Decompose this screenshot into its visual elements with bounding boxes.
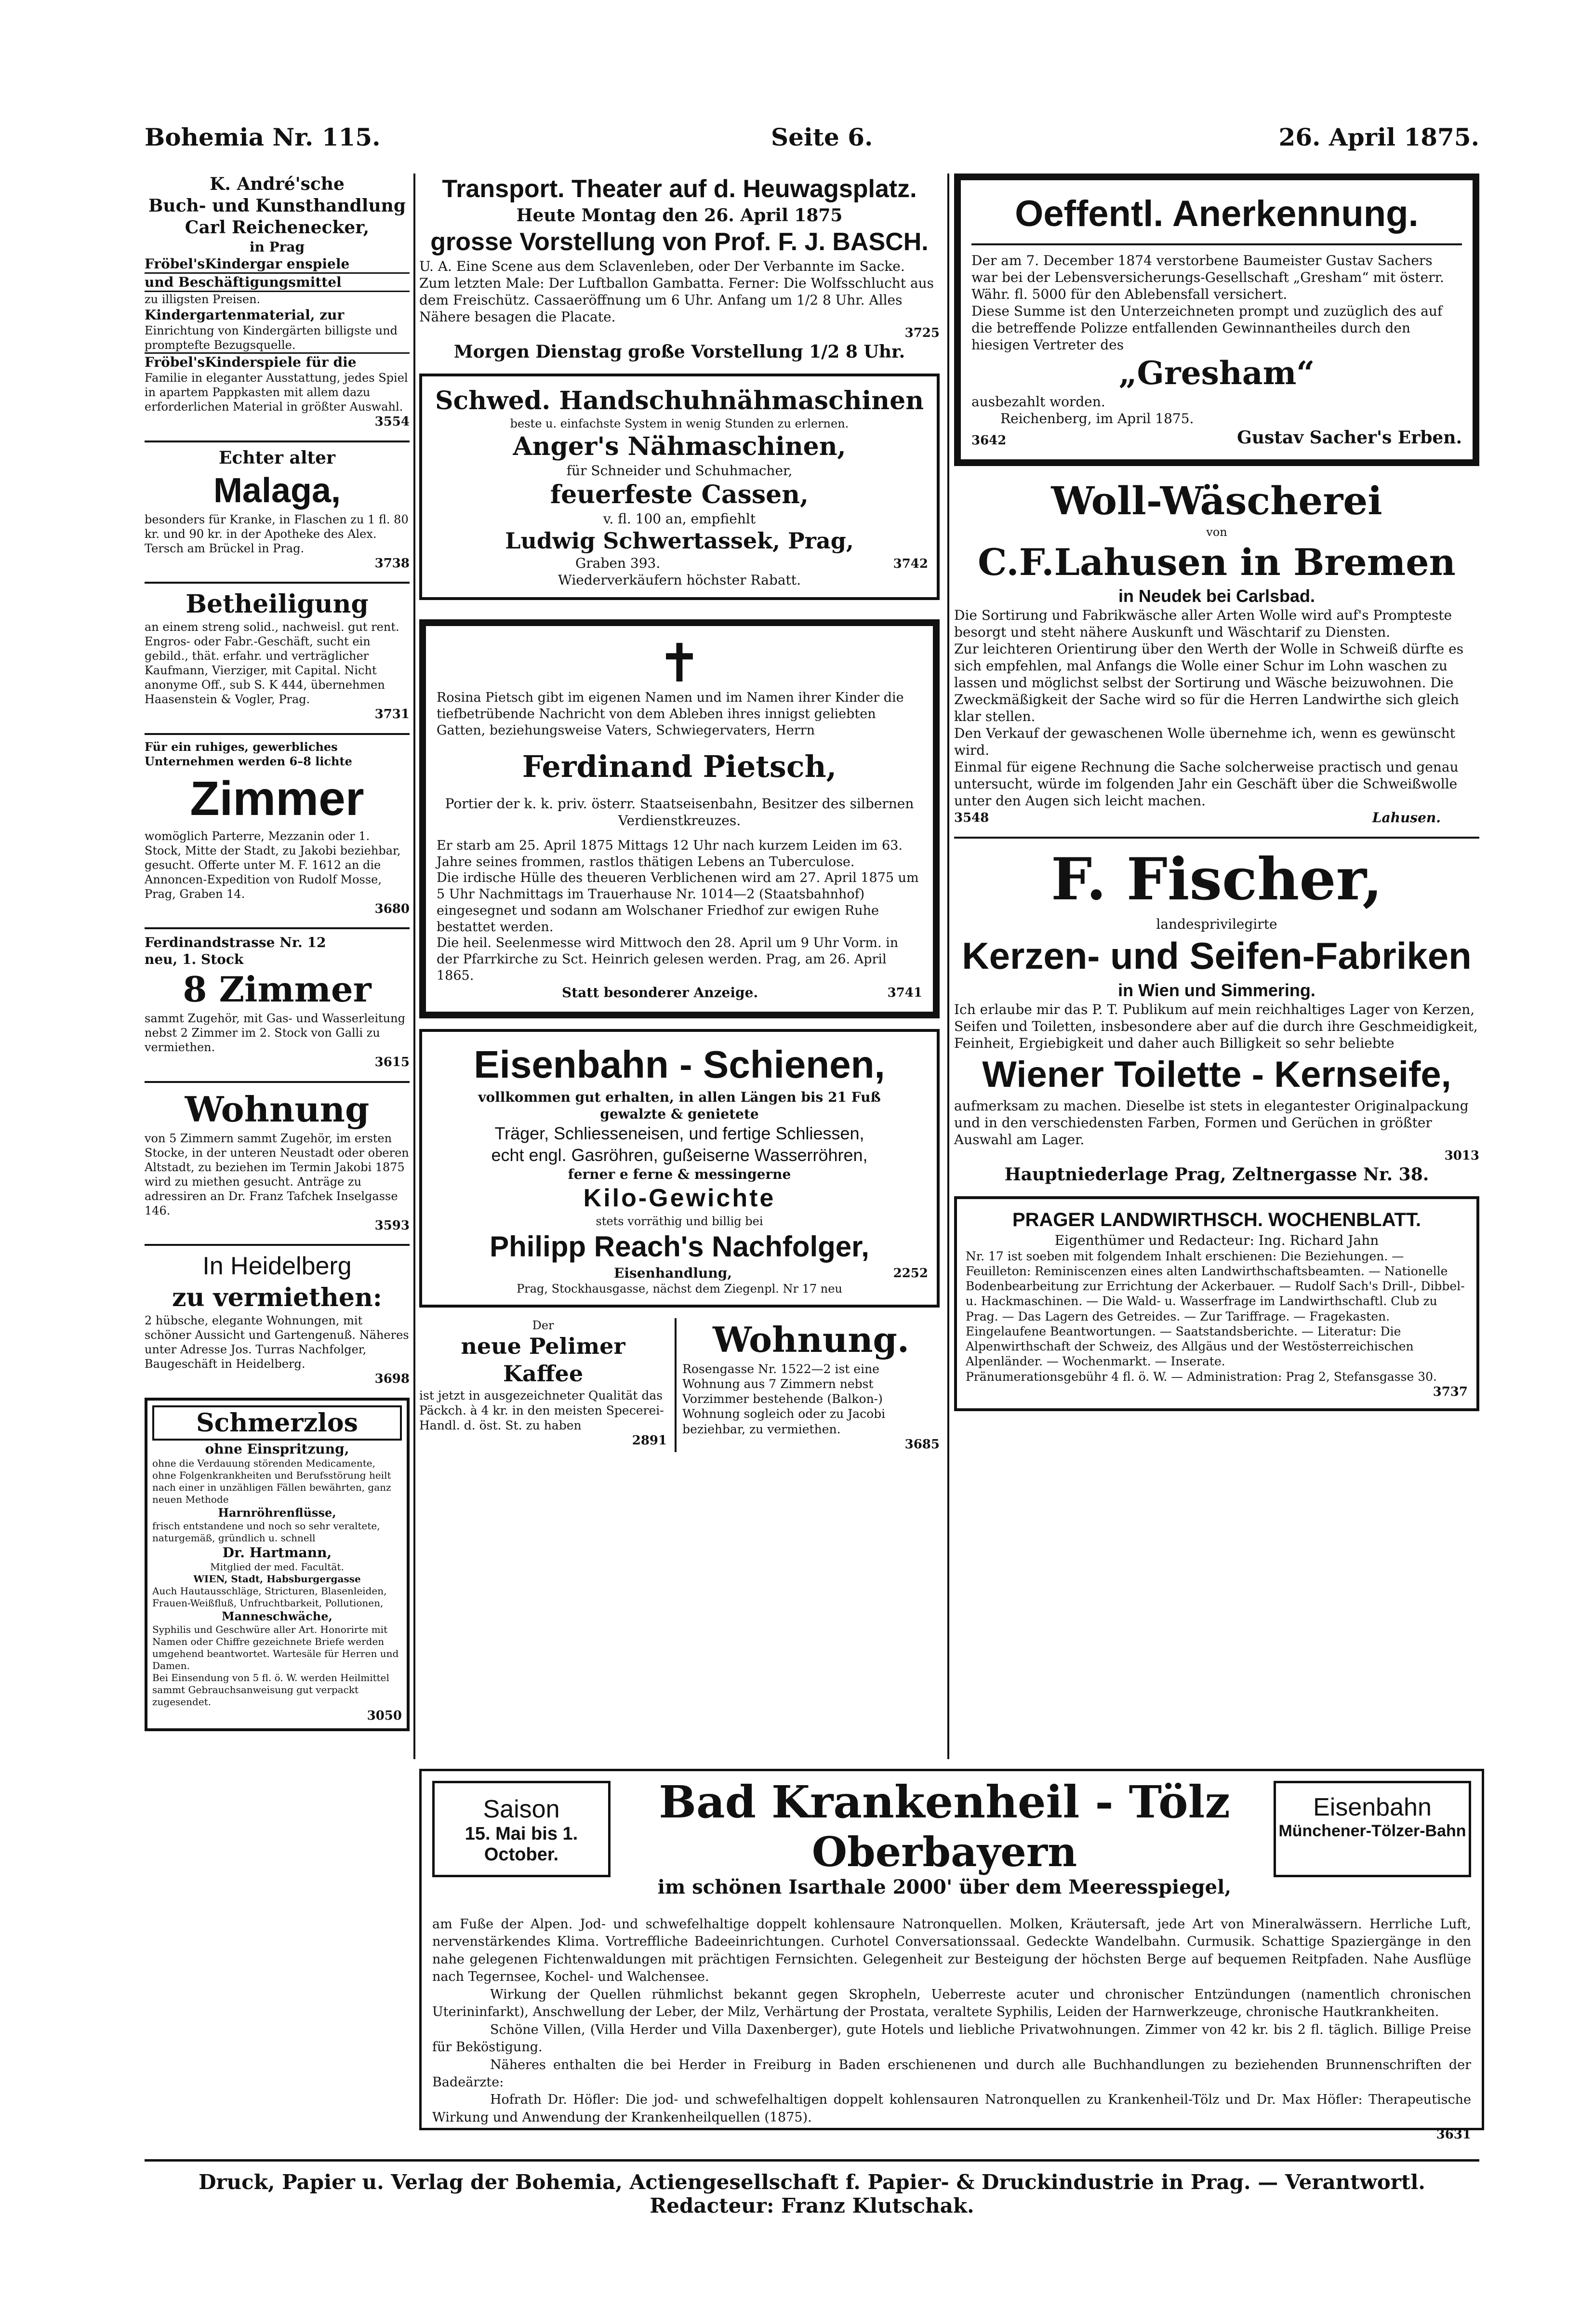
ad-kaffee-number: 2891 (632, 1433, 667, 1448)
ad-reach-shop: Eisenhandlung, (614, 1265, 732, 1281)
ad-fischer-text2: aufmerksam zu machen. Dieselbe ist stets in elegantester Originalpackung und in den verschiedensten Farben, Formen und Gerüchen in größter Auswahl am Lager. (954, 1098, 1469, 1148)
ad-schmerz-text6: Syphilis und Geschwüre aller Art. Honorirte mit Namen oder Chiffre gezeichnete Briefe werden umgehend beantwortet. Wartesäle für Herren und Damen. (152, 1623, 399, 1671)
header-date: 26. April 1875. (1278, 123, 1479, 151)
ad-anger-address: Graben 393. (575, 555, 661, 571)
ad-schmerz-faculty: Mitglied der med. Facultät. (210, 1561, 344, 1573)
ad-reach-address: Prag, Stockhausgasse, nächst dem Ziegenpl. Nr 17 neu (517, 1282, 842, 1296)
ad-andre-line11: Familie in eleganter Ausstattung, jedes Spiel in apartem Pappkasten mit allem dazu erforderlichen Material in größter Auswahl. (145, 371, 408, 414)
ad-schmerz-text5: Manneschwäche, (222, 1609, 332, 1623)
death-text2: Die irdische Hülle des theueren Verblichenen wird am 27. April 1875 um 5 Uhr Nachmittags im Trauerhause Nr. 1014—2 (Staatsbahnhof) eingesegnet und sodann am Wolschaner Friedhof zur ewigen Ruhe bestattet werden. (437, 870, 919, 935)
ad-schmerz-text7: Bei Einsendung von 5 fl. ö. W. werden Heilmittel sammt Gebrauchsanweisung gut verpackt zugesendet. (152, 1671, 389, 1708)
ad-ferd-line1: Ferdinandstrasse Nr. 12 (145, 935, 326, 950)
ad-wohnung-number: 3593 (374, 1218, 410, 1233)
ad-fischer-title: F. Fischer, (1051, 845, 1382, 913)
ad-wohn2-title: Wohnung. (713, 1319, 909, 1360)
ad-wochenblatt (954, 1196, 1479, 1412)
ad-anger-title: Schwed. Handschuhnähmaschinen (435, 386, 924, 415)
divider (145, 441, 410, 442)
ad-andre-subtitle: Buch- und Kunsthandlung (148, 196, 406, 216)
ad-kaffee-title: neue Pelimer Kaffee (461, 1333, 625, 1387)
ad-fischer-text1: Ich erlaube mir das P. T. Publikum auf mein reichhaltiges Lager von Kerzen, Seifen und Toiletten, insbesondere aber auf die durch ihre Geschmeidigkeit, Feinheit, Ergiebigkeit und daher auch Billigkeit so sehr beliebte (954, 1002, 1478, 1051)
ad-zimmer-title: Zimmer (190, 771, 364, 826)
ad-kaffee-text: ist jetzt in ausgezeichneter Qualität das Päckch. à 4 kr. in den meisten Specerei-Handl. d. öst. St. zu haben (419, 1388, 664, 1432)
ad-fischer-place: in Wien und Simmering. (1118, 980, 1315, 1000)
death-text3: Die heil. Seelenmesse wird Mittwoch den 28. April um 9 Uhr Vorm. in der Pfarrkirche zu Sct. Heinrich gelesen werden. Prag, am 26. April 1865. (437, 935, 899, 983)
ad-heidelberg (145, 1251, 410, 1387)
ad-schmerz-text1: ohne die Verdauung störenden Medicamente, ohne Folgenkrankheiten und Berufsstörung heilt nach einer in unzähligen Fällen bewährten, ganz neuen Methode (152, 1457, 391, 1505)
death-text1: Er starb am 25. April 1875 Mittags 12 Uhr nach kurzem Leiden im 63. Jahre seines frommen, rastlos thätigen Lebens an Tuberculose. (437, 838, 903, 869)
death-number: 3741 (887, 986, 922, 1000)
ad-gresham-text2: Diese Summe ist den Unterzeichneten prompt und zuzüglich des auf die betreffende Polizze entfallenden Gewinnantheiles durch den hiesigen Vertreter des (971, 303, 1443, 353)
ad-reach-seller: Philipp Reach's Nachfolger, (490, 1230, 869, 1263)
ad-reach-line8: stets vorräthig und billig bei (596, 1214, 763, 1228)
ad-andre-number: 3554 (374, 414, 410, 429)
ad-andre-line9: Einrichtung von Kindergärten billigste und promptefte Bezugsquelle. (145, 324, 398, 352)
column-right (954, 174, 1479, 1422)
ad-lahusen-number: 3548 (954, 811, 989, 825)
ad-ferdinandstrasse (145, 934, 410, 1070)
ad-heidelberg-text: 2 hübsche, elegante Wohnungen, mit schöner Aussicht und Gartengenuß. Näheres unter Adresse Jos. Turras Nachfolger, Baugeschäft in Heidelberg. (145, 1314, 409, 1371)
newspaper-page (145, 111, 1479, 2241)
ad-schmerz-text3: frisch entstandene und noch so sehr veraltete, naturgemäß, gründlich u. schnell (152, 1520, 380, 1544)
ad-reach-line5: echt engl. Gasröhren, gußeiserne Wasserröhren, (491, 1145, 868, 1165)
ad-theater-tomorrow: Morgen Dienstag große Vorstellung 1/2 8 Uhr. (453, 341, 905, 362)
ad-schmerz-title: Schmerzlos (152, 1405, 402, 1441)
imprint-footer: Druck, Papier u. Verlag der Bohemia, Actiengesellschaft f. Papier- & Druckindustrie in Prag. — Verantwortl. Redacteur: Franz Klutschak. (145, 2159, 1479, 2217)
ad-wohnung-left (145, 1088, 410, 1234)
ad-gresham-place: Reichenberg, im April 1875. (1000, 410, 1194, 427)
ad-wochenblatt-editor: Eigenthümer und Redacteur: Ing. Richard Jahn (1054, 1232, 1379, 1248)
ad-gresham (954, 174, 1479, 466)
ad-wohn2-text: Rosengasse Nr. 1522—2 ist eine Wohnung aus 7 Zimmern nebst Vorzimmer bestehende (Balkon-) Wohnung sogleich oder zu Jacobi beziehbar, zu vermiethen. (682, 1362, 886, 1436)
ad-anger-for: für Schneider und Schuhmacher, (566, 462, 793, 479)
ad-bad-title: Bad Krankenheil - Tölz (659, 1776, 1230, 1828)
ad-gresham-text1: Der am 7. December 1874 verstorbene Baumeister Gustav Sachers war bei der Lebensversicherungs-Gesellschaft „Gresham“ mit österr. Währ. fl. 5000 für den Ablebensfall versichert. (971, 253, 1444, 302)
ad-kaffee-der: Der (532, 1318, 554, 1332)
ad-wohnung-title: Wohnung (185, 1088, 370, 1130)
ad-wochenblatt-contents: Nr. 17 ist soeben mit folgendem Inhalt erschienen: Die Beziehungen. — Feuilleton: Reminiscenzen eines alten Landwirthschaftsbeamten. — Nationelle Bodenbearbeitung zur Errichtung der Ackerbauer. — Rudolf Sach's Drill-, Dibbel- u. Hackmaschinen. — Die Wald- u. Wasserfrage im Landwirthschaftl. Club zu Prag. — Das Lagern des Getreides. — Zur Tariffrage. — Fragekasten. Eingelaufene Beantwortungen. — Saatstandsberichte. — Literatur: Die Alpenwirthschaft der Schweiz, des Allgäus und der Westösterreichischen Alpenländer. — Wochenmarkt. — Inserate. (966, 1249, 1465, 1369)
ad-schmerz-sub: ohne Einspritzung, (205, 1441, 349, 1457)
ad-gresham-name: „Gresham“ (1118, 354, 1315, 392)
ad-schmerz-number: 3050 (367, 1708, 402, 1723)
ad-ferd-title: 8 Zimmer (183, 969, 372, 1010)
ad-wohnung-text: von 5 Zimmern sammt Zugehör, im ersten Stocke, in der unteren Neustadt oder oberen Altstadt, zu beziehen im Termin Jakobi 1875 wird zu miethen gesucht. Anträge zu adressiren an Dr. Franz Tafchek Inselgasse 146. (145, 1131, 409, 1217)
ad-gresham-text3: ausbezahlt worden. (971, 393, 1105, 410)
ad-lahusen-text4: Einmal für eigene Rechnung die Sache solcherweise practisch und genau untersucht, würde im folgenden Jahr ein Geschäft über die Schweißwolle unter den Augen sich leicht machen. (954, 759, 1459, 809)
ad-lahusen-company: C.F.Lahusen in Bremen (978, 540, 1456, 584)
ad-wochenblatt-title: PRAGER LANDWIRTHSCH. WOCHENBLATT. (1012, 1209, 1421, 1230)
ad-malaga-text: besonders für Kranke, in Flaschen zu 1 fl. 80 kr. und 90 kr. in der Apotheke des Alex. Tersch am Brückel in Prag. (145, 512, 409, 555)
row-kaffee-wohnung (419, 1318, 940, 1463)
ad-bad-p3: Schöne Villen, (Villa Herder und Villa Daxenberger), gute Hotels und liebliche Privatwohnungen. Zimmer von 42 kr. bis 2 fl. täglich. Billige Preise für Beköstigung. (432, 2022, 1471, 2055)
ad-andre-line10: Fröbel'sKinderspiele für die (145, 352, 410, 371)
ad-fischer-sub: landesprivilegirte (1156, 916, 1277, 932)
ad-bad-saison: Saison (483, 1795, 560, 1823)
ad-zimmer-number: 3680 (374, 901, 410, 916)
ad-heidelberg-subtitle: zu vermiethen: (172, 1283, 382, 1312)
divider (145, 582, 410, 584)
ad-lahusen (954, 477, 1479, 826)
header-page-number: Seite 6. (771, 123, 873, 151)
ad-fischer-number: 3013 (1444, 1149, 1479, 1163)
ad-bad-region: Oberbayern (811, 1828, 1077, 1876)
ad-lahusen-text1: Die Sortirung und Fabrikwäsche aller Arten Wolle wird auf's Prompteste besorgt und steht nähere Auskunft und Wäschtarif zu Diensten. (954, 607, 1452, 640)
ad-andre-city: in Prag (249, 239, 305, 255)
ad-andre (145, 174, 410, 430)
column-middle (419, 174, 940, 1463)
ad-fischer-address: Hauptniederlage Prag, Zeltnergasse Nr. 38. (1004, 1164, 1429, 1185)
ad-wohn2-number: 3685 (904, 1437, 940, 1452)
ad-malaga (145, 447, 410, 572)
ad-ferd-line2: neu, 1. Stock (145, 951, 244, 967)
ad-bad-saison-box (432, 1781, 611, 1877)
ad-wochenblatt-price: Pränumerationsgebühr 4 fl. ö. W. — Administration: Prag 2, Stefansgasse 30. (966, 1369, 1437, 1384)
ad-reach (419, 1029, 940, 1308)
ad-fischer-factories: Kerzen- und Seifen-Fabriken (962, 934, 1472, 977)
ad-bad-p1: am Fuße der Alpen. Jod- und schwefelhaltige doppelt kohlensaure Natronquellen. Molken, Kräutersaft, jede Art von Mineralwässern. Herrliche Luft, nervenstärkendes Klima. Vortreffliche Badeeinrichtungen. Curhotel Conversationssaal. Gedeckte Wandelbahn. Curmusik. Schattige Spaziergänge in den nahe gelegenen Fichtenwaldungen mit prächtigen Fernsichten. Gelegenheit zur Besteigung der höchsten Berge auf bequemen Reitpfaden. Nahe Ausflüge nach Tegernsee, Kochel- und Walchensee. (432, 1917, 1471, 1985)
cross-icon: ✝ (657, 632, 702, 694)
page-header (145, 123, 1479, 157)
divider (145, 1081, 410, 1083)
ad-anger-seller: Ludwig Schwertassek, Prag, (505, 527, 854, 554)
ad-bet-text: an einem streng solid., nachweisl. gut rent. Engros- oder Fabr.-Geschäft, sucht ein gebild., thät. erfahr. und verträglicher Kaufmann, Vierziger, mit Capital. Nicht anonyme Off., sub S. K 444, übernehmen Haasenstein & Vogler, Prag. (145, 620, 399, 706)
ad-heidelberg-number: 3698 (374, 1372, 410, 1386)
ad-lahusen-text3: Den Verkauf der gewaschenen Wolle übernehme ich, wenn es gewünscht wird. (954, 725, 1456, 758)
ad-lahusen-place: in Neudek bei Carlsbad. (1118, 586, 1315, 606)
ad-schmerz-doctor: Dr. Hartmann, (222, 1544, 332, 1561)
ad-theater-text: U. A. Eine Scene aus dem Sclavenleben, oder Der Verbannte im Sacke. Zum letzten Male: Der Luftballon Gambatta. Ferner: Die Wolfsschlucht aus dem Freischütz. Cassaeröffnung um 6 Uhr. Anfang um 1/2 8 Uhr. Alles Nähere besagen die Placate. (419, 258, 934, 325)
ad-andre-line6: und Beschäftigungsmittel (145, 274, 410, 292)
divider (145, 1244, 410, 1246)
divider (145, 733, 410, 735)
ad-reach-kilo: Kilo-Gewichte (583, 1184, 776, 1212)
death-footer: Statt besonderer Anzeige. (562, 984, 758, 1001)
ad-anger-price: v. fl. 100 an, empfiehlt (603, 510, 756, 527)
ad-bad-p5: Hofrath Dr. Höfler: Die jod- und schwefelhaltigen doppelt kohlensauren Natronquellen zu Krankenheil-Tölz und Dr. Max Höfler: Therapeutische Wirkung und Anwendung der Krankenheilquellen (1875). (432, 2092, 1471, 2125)
ad-theater-date: Heute Montag den 26. April 1875 (516, 205, 843, 226)
ad-death-notice (419, 619, 940, 1018)
ad-bad-rail-box (1274, 1781, 1471, 1877)
ad-andre-line5: Fröbel'sKindergar enspiele (145, 255, 410, 274)
ad-theater (419, 174, 940, 363)
death-intro: Rosina Pietsch gibt im eigenen Namen und im Namen ihrer Kinder die tiefbetrübende Nachricht von dem Ableben ihres innigst geliebten Gatten, beziehungsweise Vaters, Schwiegervaters, Herrn (437, 690, 904, 738)
ad-bad-season-dates: 15. Mai bis 1. October. (465, 1824, 578, 1865)
ad-reach-sub: vollkommen gut erhalten, in allen Längen bis 21 Fuß (478, 1089, 881, 1105)
ad-reach-number: 2252 (893, 1266, 928, 1281)
ad-wochenblatt-number: 3737 (1433, 1384, 1468, 1399)
ad-andre-line7: zu illigsten Preisen. (145, 293, 261, 306)
ad-schmerz-address: WIEN, Stadt, Habsburgergasse (193, 1573, 361, 1585)
ad-lahusen-von: von (1206, 525, 1227, 539)
column-divider-2 (947, 174, 949, 1759)
ad-anger (419, 374, 940, 601)
ad-bad-krankenheil (419, 1769, 1484, 2142)
ad-bad-rail: Eisenbahn (1313, 1793, 1432, 1821)
ad-reach-line4: Träger, Schliesseneisen, und fertige Schliessen, (494, 1123, 864, 1143)
ad-gresham-number: 3642 (971, 433, 1007, 448)
ad-bad-body (432, 1916, 1471, 2143)
column-divider-1 (413, 174, 415, 1759)
death-name: Ferdinand Pietsch, (522, 749, 837, 785)
ad-wohnung-rosengasse (675, 1318, 940, 1453)
ad-lahusen-text2: Zur leichteren Orientirung über den Werth der Wolle in Schweiß dürfte es sich empfehlen, mal Anfangs die Wolle einer Schur im Lohn waschen zu lassen und möglichst selbst der Sortirung und Wäsche beizuwohnen. Die Zweckmäßigkeit der Sache wird so für die Herren Landwirthe sich gleich klar stellen. (954, 641, 1464, 724)
ad-theater-number: 3725 (904, 326, 940, 340)
ad-schmerzlos (145, 1398, 410, 1732)
ad-bad-p2: Wirkung der Quellen rühmlichst bekannt gegen Skropheln, Ueberreste acuter und chronischer Entzündungen (namentlich chronischen Uterininfarkt), Anschwellung der Leber, der Milz, Verhärtung der Prostata, veraltete Syphilis, Leiden der Harnwerkzeuge, chronische Hautkrankheiten. (432, 1987, 1471, 2020)
ad-lahusen-title: Woll-Wäscherei (1051, 478, 1382, 523)
ad-schmerz-text2: Harnröhrenflüsse, (218, 1505, 336, 1520)
ad-lahusen-signature: Lahusen. (1372, 809, 1441, 826)
ad-gresham-signature: Gustav Sacher's Erben. (1237, 427, 1462, 448)
ad-malaga-line1: Echter alter (218, 447, 336, 468)
column-left (145, 174, 410, 1742)
ad-ferd-text: sammt Zugehör, mit Gas- und Wasserleitung nebst 2 Zimmer im 2. Stock von Galli zu vermiethen. (145, 1012, 405, 1054)
divider (954, 837, 1479, 839)
ad-zimmer-intro: Für ein ruhiges, gewerbliches Unternehmen werden 6–8 lichte (145, 739, 352, 768)
ad-andre-line8: Kindergartenmaterial, zur (145, 307, 345, 323)
header-issue: Bohemia Nr. 115. (145, 123, 381, 151)
ad-malaga-title: Malaga, (213, 471, 341, 510)
divider (145, 927, 410, 929)
ad-bad-header (614, 1776, 1275, 1898)
ad-reach-line6: ferner e ferne & messingerne (568, 1166, 791, 1182)
ad-anger-sub: beste u. einfachste System in wenig Stunden zu erlernen. (510, 416, 849, 430)
ad-zimmer-text: womöglich Parterre, Mezzanin oder 1. Stock, Mitte der Stadt, zu Jakobi beziehbar, gesucht. Offerte unter M. F. 1612 an die Annoncen-Expedition von Rudolf Mosse, Prag, Graben 14. (145, 829, 401, 901)
ad-malaga-number: 3738 (374, 556, 410, 571)
death-title: Portier der k. k. priv. österr. Staatseisenbahn, Besitzer des silbernen Verdienstkreuzes. (445, 795, 914, 828)
ad-anger-cassen: feuerfeste Cassen, (550, 480, 809, 509)
ad-ferd-number: 3615 (374, 1055, 410, 1069)
ad-kaffee (419, 1318, 667, 1453)
ad-reach-line3: gewalzte & genietete (600, 1106, 759, 1122)
ad-bet-number: 3731 (374, 707, 410, 721)
ad-anger-rabatt: Wiederverkäufern höchster Rabatt. (558, 572, 801, 588)
ad-zimmer (145, 740, 410, 917)
ad-bad-p4: Näheres enthalten die bei Herder in Freiburg in Baden erschienenen und durch alle Buchhandlungen zu beziehenden Brunnenschriften der Badeärzte: (432, 2057, 1471, 2090)
ad-bad-number: 3631 (1436, 2127, 1471, 2142)
ad-fischer (954, 843, 1479, 1186)
ad-schmerz-text4: Auch Hautausschläge, Stricturen, Blasenleiden, Frauen-Weißfluß, Unfruchtbarkeit, Pollutionen, (152, 1585, 387, 1609)
ad-bad-location: im schönen Isarthale 2000' über dem Meeresspiegel, (657, 1876, 1232, 1898)
ad-anger-number: 3742 (893, 556, 928, 571)
ad-heidelberg-title: In Heidelberg (202, 1252, 352, 1280)
ad-reach-title: Eisenbahn - Schienen, (474, 1042, 885, 1086)
ad-andre-owner: Carl Reichenecker, (185, 217, 370, 238)
ad-theater-title: Transport. Theater auf d. Heuwagsplatz. (442, 175, 917, 203)
ad-anger-machines: Anger's Nähmaschinen, (513, 431, 846, 461)
ad-gresham-title: Oeffentl. Anerkennung. (971, 191, 1462, 245)
ad-andre-title: K. André'sche (210, 174, 345, 194)
ad-theater-show: grosse Vorstellung von Prof. F. J. BASCH. (430, 228, 929, 256)
ad-bet-title: Betheiligung (186, 589, 369, 619)
ad-betheiligung (145, 588, 410, 722)
ad-bad-rail-line: Münchener-Tölzer-Bahn (1278, 1822, 1466, 1840)
ad-fischer-product: Wiener Toilette - Kernseife, (982, 1054, 1451, 1095)
